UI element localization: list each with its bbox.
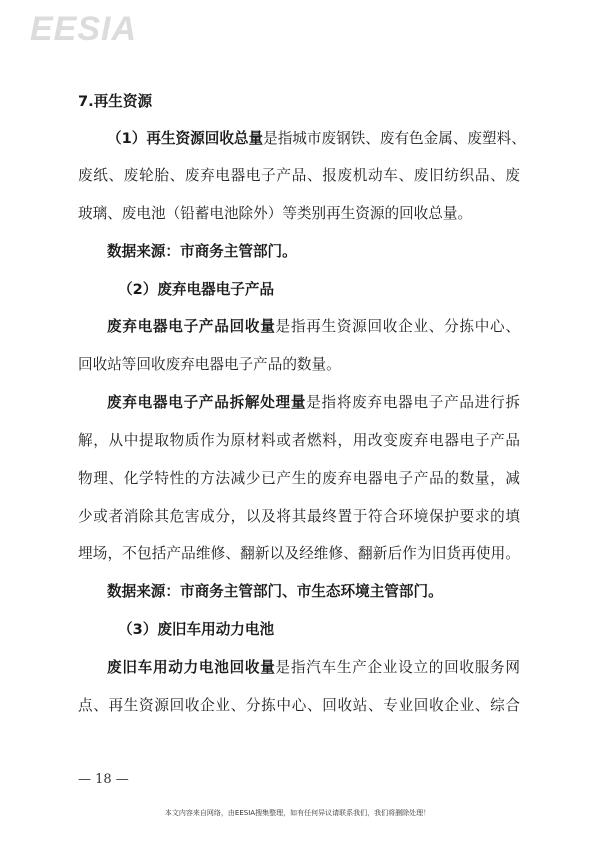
paragraph-3-line-4: 少或者消除其危害成分，以及将其最终置于符合环境保护要求的填: [78, 508, 520, 525]
item-number: （1）: [107, 130, 147, 147]
paragraph-1-line-1: [107, 130, 526, 148]
term-recycling-total: 再生资源回收总量: [146, 130, 264, 147]
paragraph-3-line-1: [107, 394, 520, 412]
paragraph-4-line-1: [107, 659, 520, 677]
data-source-2: 数据来源：市商务主管部门、市生态环境主管部门。: [107, 583, 443, 600]
term-weee-recovery: 废弃电器电子产品回收量: [107, 318, 276, 335]
paragraph-1-line-2: 废纸、废轮胎、废弃电器电子产品、报废机动车、废旧纺织品、废: [78, 167, 520, 184]
paragraph-2-text: 是指再生资源回收企业、分拣中心、: [275, 318, 520, 335]
eesia-logo: EESIA: [30, 10, 138, 48]
footer-disclaimer: 本文内容来自网络，由EESIA搜集整理，如有任何异议请联系我们，我们将删除处理！: [164, 809, 431, 817]
data-source-1: 数据来源：市商务主管部门。: [107, 243, 297, 260]
paragraph-3-line-2: 解，从中提取物质作为原材料或者燃料，用改变废弃电器电子产品: [78, 432, 520, 449]
paragraph-3-line-3: 物理、化学特性的方法减少已产生的废弃电器电子产品的数量，减: [78, 470, 520, 487]
subsection-3-title: （3）废旧车用动力电池: [118, 621, 275, 638]
paragraph-4-line-2: 点、再生资源回收企业、分拣中心、回收站、专业回收企业、综合: [78, 697, 520, 714]
paragraph-1-text: 是指城市废钢铁、废有色金属、废塑料、: [263, 130, 526, 147]
subsection-2-title: （2）废弃电器电子产品: [118, 281, 275, 298]
paragraph-2-line-2: 回收站等回收废弃电器电子产品的数量。: [78, 356, 341, 373]
paragraph-4-text: 是指汽车生产企业设立的回收服务网: [275, 659, 520, 676]
paragraph-3-line-5: 埋场，不包括产品维修、翻新以及经维修、翻新后作为旧货再使用。: [78, 545, 520, 562]
paragraph-2-line-1: [107, 318, 520, 336]
paragraph-1-line-3: 玻璃、废电池（铅蓄电池除外）等类别再生资源的回收总量。: [78, 205, 473, 222]
section-title: 7.再生资源: [78, 93, 153, 110]
term-weee-dismantling: 废弃电器电子产品拆解处理量: [107, 394, 307, 411]
page-number: — 18 —: [78, 772, 129, 787]
term-battery-recovery: 废旧车用动力电池回收量: [107, 659, 276, 676]
paragraph-3-text: 是指将废弃电器电子产品进行拆: [306, 394, 520, 411]
